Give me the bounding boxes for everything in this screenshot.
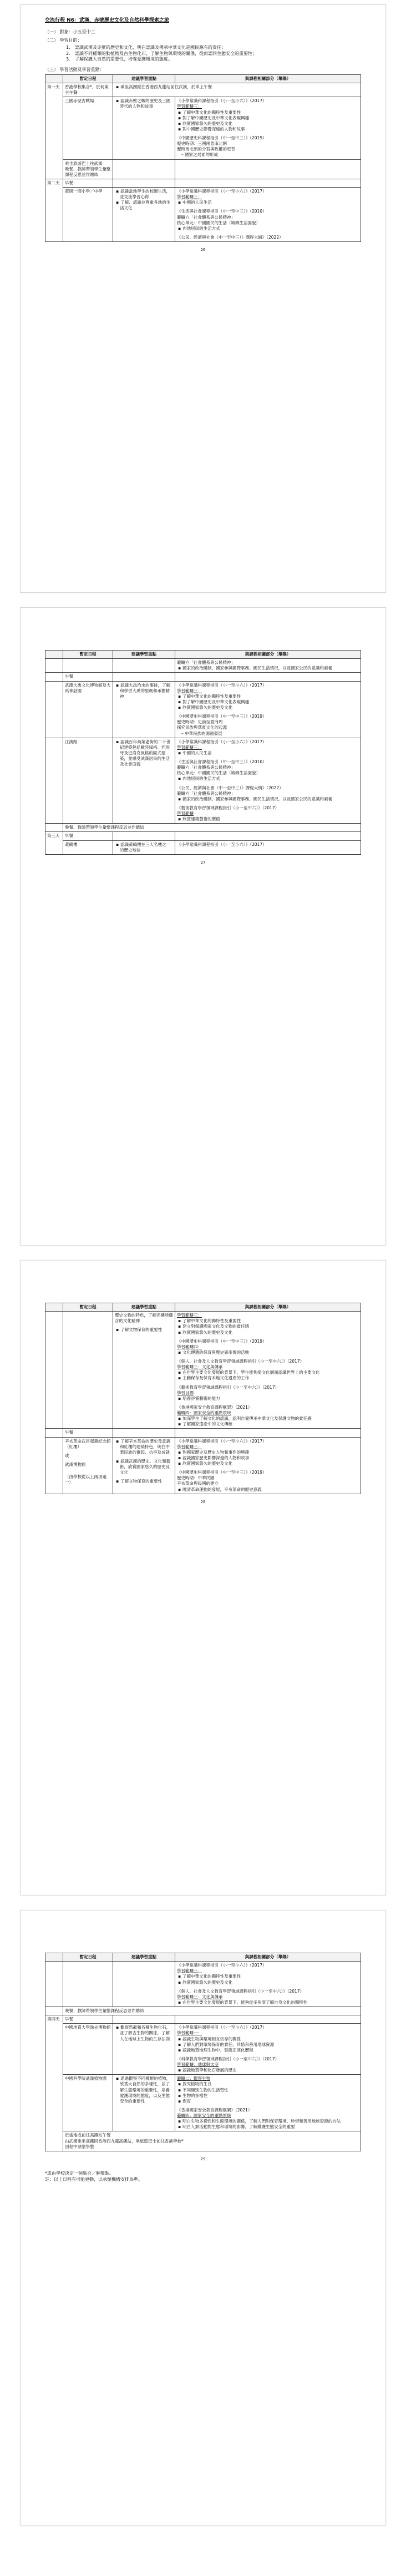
curriculum-strand: 範疇四：國家安全的重點領域 — [177, 1410, 231, 1415]
table-row — [45, 738, 361, 824]
curriculum-item: ▪ 了解中華文化的獨特性及重要性 — [177, 1318, 359, 1324]
curriculum-doc: 《小學常識科課程指引（小一至小六）》（2017） — [177, 1963, 267, 1968]
curriculum-cell — [175, 188, 361, 242]
schedule-cell: 晚餐、教師帶領學生彙整課程反思並作總結 — [63, 2007, 361, 2015]
curriculum-cell — [175, 179, 361, 187]
page-3 — [20, 1260, 386, 1896]
schedule-cell: 晚餐、教師帶領學生彙整課程反思並作總結 — [63, 824, 361, 832]
curriculum-strand: 學習範疇一： — [177, 2030, 202, 2036]
curriculum-item: ▪ 欣賞建築藝術的價值 — [177, 816, 359, 822]
day-label: 第四天 — [45, 2015, 63, 2151]
focus-cell — [113, 188, 175, 242]
header-curriculum: 與課程相關部分（舉隅） — [175, 651, 361, 659]
header-schedule: 暫定日程 — [63, 1303, 113, 1312]
curriculum-cell — [175, 1962, 361, 2007]
curriculum-doc: 《個人、社會及人文教育學習領域課程指引（小一至中六）》（2017） — [177, 1988, 304, 1994]
curriculum-doc: 《小學常識科課程指引（小一至小六）》（2017） — [177, 2025, 267, 2030]
curriculum-doc: 《生活與社會課程指引（中一至中三）》（2010） — [177, 209, 267, 214]
curriculum-item: ▪ 加深學生了解文化的認識，認明自覺傳承中華文化及保護文物的責任感 — [177, 1416, 359, 1421]
curriculum-strand: 範疇二：觀察生物 — [177, 2076, 210, 2081]
curriculum-doc: 《小學常識科課程指引（小一至小六）》（2017） — [177, 682, 267, 688]
schedule-cell: 黃鶴樓 — [63, 840, 113, 854]
focus-cell — [113, 2075, 175, 2131]
focus-cell — [113, 97, 175, 159]
table-header-row — [45, 651, 361, 659]
focus-cell — [113, 2015, 175, 2024]
table-row — [45, 179, 361, 187]
table-row — [45, 159, 361, 179]
table-row — [45, 681, 361, 738]
table-header-row — [45, 74, 361, 83]
focus-cell — [113, 1312, 175, 1429]
table-header-row — [45, 1953, 361, 1962]
header-focus: 建議學習重點 — [113, 1953, 175, 1962]
curriculum-strand: 學習範疇三： — [177, 104, 202, 109]
header-curriculum: 與課程相關部分（舉隅） — [175, 1303, 361, 1312]
curriculum-doc: 《中國歷史科課程指引（中一至中三）》（2019） — [177, 714, 267, 719]
schedule-cell: 中國地質大學逸夫博物館 — [63, 2024, 113, 2075]
schedule-cell: 早餐 — [63, 179, 113, 187]
curriculum-item: ▪ 對中國歷史影響深遠的人物和故事 — [177, 127, 359, 132]
curriculum-item: ▪ 中國的人民生活 — [177, 200, 359, 205]
page-2 — [20, 607, 386, 1246]
curriculum-doc: 《小學常識科課程指引（小一至小六）》（2017） — [177, 189, 267, 194]
day-cell — [45, 738, 63, 824]
focus-item: ▪ 了解文物保育的重要性 — [115, 1479, 173, 1484]
schedule-text: 晚餐、教師帶領學生彙整課程反思並作總結 — [65, 166, 111, 177]
table-row — [45, 97, 361, 159]
curriculum-strand: 範疇六「社會體系與公民精神」 — [177, 790, 235, 796]
curriculum-doc: 《小學常識科課程指引（小一至小六）》（2017） — [177, 739, 267, 744]
table-row — [45, 673, 361, 681]
focus-cell — [113, 832, 175, 840]
schedule-cell: 武漢大禹文化博物館及大禹神話園 — [63, 681, 113, 738]
focus-cell — [113, 159, 175, 179]
curriculum-item: ▪ 保育 — [177, 2099, 359, 2104]
curriculum-doc: 《中國歷史科課程指引（中一至中三）》（2019） — [177, 135, 267, 141]
curriculum-item: ▪ 了解中華文化的獨特性及重要性 — [177, 1974, 359, 1979]
schedule-cell: 午餐 — [63, 673, 113, 681]
curriculum-strand: 歷史時期：史前至夏商周 — [177, 719, 223, 725]
focus-item: ▪ 認識黃鶴樓在三大名樓之一的歷史地位 — [115, 842, 173, 853]
curriculum-item: ▪ 培養評賞藝術的能力 — [177, 1396, 359, 1402]
objective-item — [66, 45, 361, 51]
focus-cell — [113, 1429, 175, 1437]
curriculum-cell — [175, 2075, 361, 2131]
curriculum-item: ▪ 在世界主要文化發展的背景下，學生能夠從文化層面認識世界上的主要文化 — [177, 1370, 359, 1375]
curriculum-strand: 範疇六「社會體系與公民精神」 — [177, 214, 235, 220]
day-cell — [45, 1962, 63, 2007]
curriculum-item: ▪ 生物的多樣性 — [177, 2093, 359, 2099]
curriculum-item: ▪ 對了解中國歷史及中華文化表現興趣 — [177, 115, 359, 121]
schedule-cell: 三國赤壁古戰場 — [63, 97, 113, 159]
curriculum-cell — [175, 1312, 361, 1429]
focus-item: ▪ 了解、認識並尊重各地的生活文化 — [115, 200, 173, 211]
curriculum-strand: 學習範疇三： — [177, 1313, 202, 1318]
curriculum-strand: 學習範疇 — [177, 811, 194, 816]
day-label: 第二天 — [45, 179, 63, 241]
curriculum-strand: 學習範疇三： — [177, 688, 202, 693]
schedule-text: 由武漢乘坐高鐵回香港西九龍高鐵站，乘旅遊巴士前往香港學校* — [65, 2138, 184, 2144]
curriculum-strand: 學習範疇三： — [177, 194, 202, 200]
curriculum-doc: 《藝術教育學習領域課程指引（小一至中六）》（2017） — [177, 1384, 280, 1390]
curriculum-doc: 《生活與社會課程指引（中一至中三）》（2010） — [177, 759, 267, 764]
focus-item: ▪ 認識百年商業老街的二十世紀建築包括歐陸風格、西班牙及巴洛克風格的歐式建築，並感受武漢居民的生活及社會面貌 — [115, 739, 173, 768]
day-label: 第一天 — [45, 83, 63, 179]
itinerary-table — [45, 1303, 361, 1494]
curriculum-item: ▪ 內地居民的生活方式 — [177, 226, 359, 231]
schedule-cell: 江漢路 — [63, 738, 113, 824]
curriculum-item: ▪ 國家的政治體制、國家參與國際事務、國民生活情況，以及國家公民的意識和素養 — [177, 797, 359, 802]
curriculum-item: ▪ 對國家歷史及歷史人物和事件的興趣 — [177, 1450, 359, 1455]
curriculum-doc: 《個人、社會及人文教育學習領域課程指引（小一至中六）》（2017） — [177, 1359, 304, 1364]
curriculum-doc: 《公民、經濟與社會（中一至中三）》課程大綱》（2022） — [177, 785, 283, 790]
objective-text: 認識不同種類的動植物及古生物化石，了解生物與環境的關係，從而認同生態安全的重要性； — [75, 51, 257, 56]
header-focus: 建議學習重點 — [113, 74, 175, 83]
curriculum-item: ▪ 欣賞國家悠久的歷史及文化 — [177, 121, 359, 127]
curriculum-item: 歷時南北朝的分裂與政權的更替 — [177, 147, 235, 152]
curriculum-doc: 《公民、經濟與社會（中一至中三）》課程大綱》（2022） — [177, 234, 283, 240]
table-row — [45, 83, 361, 97]
objective-number: 2. — [66, 51, 70, 56]
header-schedule: 暫定日程 — [63, 651, 113, 659]
schedule-cell — [63, 1312, 113, 1429]
schedule-text: 回程中惡塗學整 — [65, 2144, 94, 2149]
header-day — [45, 1953, 63, 1962]
curriculum-cell — [175, 159, 361, 179]
curriculum-doc: 《科學教育學習領域課程指引（小一至中六）》（2017） — [177, 2056, 280, 2061]
table-row — [45, 1429, 361, 1437]
day-cell — [45, 681, 63, 738]
curriculum-doc: 《小學常識科課程指引（小一至小六）》（2017） — [177, 1438, 267, 1444]
objective-item — [66, 57, 361, 63]
itinerary-table — [45, 1953, 361, 2151]
curriculum-item: ▪ 內地居民的生活方式 — [177, 776, 359, 782]
table-row — [45, 1437, 361, 1494]
curriculum-cell — [175, 2024, 361, 2075]
curriculum-item: ▪ 文化傳遞的保育與歷史資產傳的活動 — [177, 1350, 359, 1355]
schedule-cell: 中國科學院武漢植物園 — [63, 2075, 113, 2131]
objective-text: 了解保護大自然的重要性，培養愛護環境的態度。 — [75, 57, 172, 62]
curriculum-strand: 學習範疇三：文化與傳承 — [177, 1364, 223, 1370]
footnote-line: *或由學校決定一個集合／解散點。 — [45, 2171, 114, 2176]
curriculum-item: ▪ 明白人類活動對生態和環境的影響，了解維護生態安全的重要 — [177, 2124, 359, 2130]
page-number: 27 — [200, 860, 206, 865]
curriculum-cell — [175, 1437, 361, 1494]
focus-cell — [113, 681, 175, 738]
day-label: 第三天 — [45, 832, 63, 854]
header-curriculum: 與課程相關部分（舉隅） — [175, 1953, 361, 1962]
schedule-text: 或 — [65, 1453, 69, 1458]
focus-item: 歷史文物的特色，了解名樓所蘊含的文化精神 — [115, 1313, 173, 1324]
focus-item: ▪ 了解文物保育的重要性 — [115, 1327, 173, 1333]
curriculum-doc: 《藝術教育學習領域課程指引（小一至中六）》（2017） — [177, 805, 280, 810]
curriculum-item: ▪ 探究植物的生長 — [177, 2081, 359, 2087]
page-4 — [20, 1910, 386, 2526]
curriculum-strand: 學習範疇三： — [177, 744, 202, 750]
curriculum-item: ▪ 國家的政治體制、國家參與國際事務、國民生活情況，以及國家公民的意識和素養 — [177, 666, 359, 671]
curriculum-item: ▪ 欣賞國家悠久的歷史及文化 — [177, 1330, 359, 1335]
focus-item: ▪ 認識赤壁之戰的歷史及三國時代的人物和故事 — [115, 98, 173, 109]
schedule-cell: 黃岡一間小學／中學 — [63, 188, 113, 242]
curriculum-item: ▪ 中國的人民生活 — [177, 750, 359, 756]
table-row — [45, 659, 361, 673]
curriculum-doc: 《小學常識科課程指引（小一至小六）》（2017） — [177, 98, 267, 104]
header-schedule: 暫定日程 — [63, 1953, 113, 1962]
curriculum-cell — [175, 1429, 361, 1437]
curriculum-item: ▪ 欣賞國家悠久的歷史及文化 — [177, 705, 359, 710]
focus-cell — [113, 738, 175, 824]
focus-cell — [113, 673, 175, 681]
page-number: 28 — [200, 1499, 206, 1504]
focus-cell — [113, 659, 175, 673]
schedule-cell: 早餐 — [63, 2015, 113, 2024]
header-schedule: 暫定日程 — [63, 74, 113, 83]
curriculum-item: ▪ 了解中華文化的獨特性及重要性 — [177, 694, 359, 699]
header-day — [45, 1303, 63, 1312]
curriculum-strand: 範疇四：國家安全的重點領域 — [177, 2113, 231, 2118]
page-number: 26 — [200, 248, 206, 253]
curriculum-item: ▪ 認識生物與環境相互依存的關係 — [177, 2036, 359, 2042]
day-cell — [45, 2007, 63, 2015]
table-row — [45, 2075, 361, 2131]
focus-cell — [113, 179, 175, 187]
curriculum-doc: 《香港國家安全教育課程框架》（2021） — [177, 1404, 252, 1410]
day-cell — [45, 1312, 63, 1429]
page-1 — [20, 4, 386, 593]
header-day — [45, 74, 63, 83]
curriculum-doc: 《中國歷史科課程指引（中一至中三）》（2019） — [177, 1470, 267, 1475]
schedule-cell — [63, 1437, 113, 1494]
curriculum-doc: 《香港國家安全教育課程框架》（2021） — [177, 2107, 252, 2113]
table-row — [45, 2024, 361, 2075]
itinerary-table — [45, 650, 361, 855]
curriculum-cell — [175, 840, 361, 854]
curriculum-cell — [175, 832, 361, 840]
schedule-cell: 香港學校集合*，於何東主午餐 — [63, 83, 113, 97]
table-row — [45, 2007, 361, 2015]
focus-item: ▪ 觀察恐龍和各種生物化石，並了解古生物的關係，了解人在地球上生物的生存法則 — [115, 2025, 173, 2041]
curriculum-cell — [175, 659, 361, 673]
curriculum-strand: 學習範疇三： — [177, 1968, 202, 1974]
curriculum-strand: 學習範疇三： — [177, 1444, 202, 1449]
curriculum-item: ▪ 了解中華文化的獨特性及重要性 — [177, 110, 359, 115]
document-title: 交流行程 N6：武漢，赤壁歷史文化及自然科學探索之旅 — [45, 18, 169, 23]
curriculum-item: ▪ 不同類別生物的生活習性 — [177, 2088, 359, 2093]
table-row — [45, 2131, 361, 2151]
curriculum-item: ▪ 在世界主要文化發展的背景下，能夠從多角度了解自身文化的獨特性 — [177, 2000, 359, 2005]
focus-item: ▪ 了解辛亥革命的歷史及意義和紅樓的建築特色，明白中華民族的奮起、抗爭及成就 — [115, 1439, 173, 1455]
curriculum-cell — [175, 2015, 361, 2024]
footnote-line: 註：以上日程有可能更動，以承辦機構安排為準。 — [45, 2176, 143, 2182]
section-objectives-heading: （二） 學習目的： — [45, 37, 82, 43]
table-row — [45, 832, 361, 840]
table-row — [45, 840, 361, 854]
section-activities-heading: （三） 學習活動及學習重點： — [45, 67, 104, 73]
day-cell — [45, 1437, 63, 1494]
objective-item — [66, 51, 361, 57]
schedule-cell: 午餐 — [63, 1429, 113, 1437]
focus-cell — [113, 1962, 175, 2007]
curriculum-cell — [175, 738, 361, 824]
document — [0, 4, 406, 2526]
curriculum-item: 核心單元：中國國民的生活（城鄉生活面貌） — [177, 220, 260, 225]
focus-cell — [113, 840, 175, 854]
table-row — [45, 824, 361, 832]
curriculum-doc: 《中國歷史科課程指引（中一至中三）》（2019） — [177, 1338, 267, 1344]
schedule-text: 辛亥革命武昌起義紀念館（紅樓） — [65, 1438, 111, 1449]
curriculum-item: ▪ 欣賞國家悠久的歷史及文化 — [177, 1980, 359, 1985]
curriculum-cell — [175, 97, 361, 159]
activity-text: ▪ 乘坐高鐵經往香港西九龍站前往武漢，於車上午餐 — [115, 84, 359, 90]
curriculum-item: 辛亥革命與民國的建立 — [177, 1481, 219, 1486]
focus-cell — [113, 2024, 175, 2075]
page-number: 29 — [200, 2156, 206, 2161]
schedule-text: （由學校從以上兩項選一） — [65, 1474, 106, 1485]
header-day — [45, 651, 63, 659]
curriculum-strand: 範疇六「社會體系與公民精神」 — [177, 660, 235, 666]
table-row — [45, 188, 361, 242]
schedule-text: 武漢博物館 — [65, 1461, 86, 1467]
curriculum-strand: 學習範疇：地球與太空 — [177, 2062, 219, 2067]
schedule-text: 於當地或前往高鐵站午餐 — [65, 2133, 111, 2138]
curriculum-item: ▪ 對了解中國歷史及中華文化表現興趣 — [177, 699, 359, 705]
objective-number: 1. — [66, 44, 70, 50]
curriculum-item: ▪ 了解人們對環境保育的責任，珍惜和善用地球資源 — [177, 2042, 359, 2048]
activity-span-cell — [113, 83, 361, 97]
curriculum-item: ▪ 認識地質學和化石發展的歷史 — [177, 2068, 359, 2073]
curriculum-cell — [175, 681, 361, 738]
schedule-cell — [63, 2131, 361, 2151]
curriculum-strand: 學習目標 — [177, 1390, 194, 1395]
curriculum-strand: 歷史時期：三國兩晉南北朝 — [177, 141, 227, 147]
schedule-cell: 早餐 — [63, 832, 113, 840]
curriculum-doc: 《小學常識科課程指引（小一至小六）》（2017） — [177, 841, 267, 847]
header-curriculum: 與課程相關部分（舉隅） — [175, 74, 361, 83]
section-target: （一） 對象：小五至中三 — [45, 29, 95, 35]
curriculum-item: ▪ 晚清革命運動的發展，辛亥革命的歷史意義 — [177, 1487, 359, 1493]
curriculum-item: ▪ 了解國家遺產中的文化傳統 — [177, 1421, 359, 1427]
curriculum-cell — [175, 673, 361, 681]
focus-item: ▪ 認識大禹治水的事跡，了解和學習大禹的堅韌和承擔精神 — [115, 683, 173, 699]
focus-item: ▪ 認識當地學生的校園生活，並交流學習心得 — [115, 189, 173, 200]
curriculum-item: ▪ 主動保存及保育本地文化遺產的工作 — [177, 1375, 359, 1381]
objective-number: 3. — [66, 57, 70, 62]
curriculum-strand: 歷史時期：中華民國 — [177, 1475, 215, 1481]
table-row — [45, 1962, 361, 2007]
curriculum-item: ▪ 認識地質地理生物中、恐龍正演化歷程 — [177, 2048, 359, 2053]
table-row — [45, 1312, 361, 1429]
header-focus: 建議學習重點 — [113, 651, 175, 659]
day-cell — [45, 824, 63, 832]
curriculum-item: 探究民族與華夏文化的起源 — [177, 725, 227, 730]
day-cell — [45, 1429, 63, 1437]
curriculum-strand: 學習範疇三：文化與傳承 — [177, 1994, 223, 1999]
curriculum-item: ▪ 建立對保護國家文化及文物的責任感 — [177, 1324, 359, 1329]
schedule-cell — [63, 659, 113, 673]
objectives-list — [66, 45, 361, 63]
focus-cell — [113, 1437, 175, 1494]
table-header-row — [45, 1303, 361, 1312]
curriculum-item: – 國家之局面的形成 — [181, 152, 219, 158]
curriculum-item: – 中華民族的源遠發展 — [181, 730, 222, 736]
focus-item: ▪ 通過觀察不同種類的植物，欣賞大自然的多樣性，並了解生態環境的重要性，培養愛護環境的態度，以及生態安全的重要性 — [115, 2076, 173, 2104]
curriculum-item: ▪ 明白生物多樣性和生態環境的關係，了解人們對保育環境、珍惜和善用地球資源的方法 — [177, 2119, 359, 2124]
curriculum-strand: 學習範疇四： — [177, 1344, 202, 1349]
footnote — [45, 2171, 361, 2183]
schedule-cell — [63, 159, 113, 179]
curriculum-item: ▪ 認識國家歷史影響深遠的人物和故事 — [177, 1455, 359, 1461]
curriculum-item: 核心單元：中國國民的生活（城鄉生活面貌） — [177, 770, 260, 776]
header-focus: 建議學習重點 — [113, 1303, 175, 1312]
objective-text: 認識武漢及赤壁的歷史和文化，明白認識及傳承中華文化是國民應有的責任； — [75, 44, 226, 50]
itinerary-table — [45, 74, 361, 242]
table-row — [45, 2015, 361, 2024]
day-cell — [45, 673, 63, 681]
schedule-cell — [63, 1962, 113, 2007]
focus-item: ▪ 認識武漢的歷史、文化和藝術，欣賞國家悠久的歷史及文化 — [115, 1459, 173, 1475]
curriculum-strand: 範疇六「社會體系與公民精神」 — [177, 765, 235, 770]
curriculum-item: ▪ 欣賞國家悠久的歷史及文化 — [177, 1461, 359, 1466]
schedule-text: 乘坐旅遊巴士往武漢 — [65, 160, 103, 166]
day-cell — [45, 659, 63, 673]
